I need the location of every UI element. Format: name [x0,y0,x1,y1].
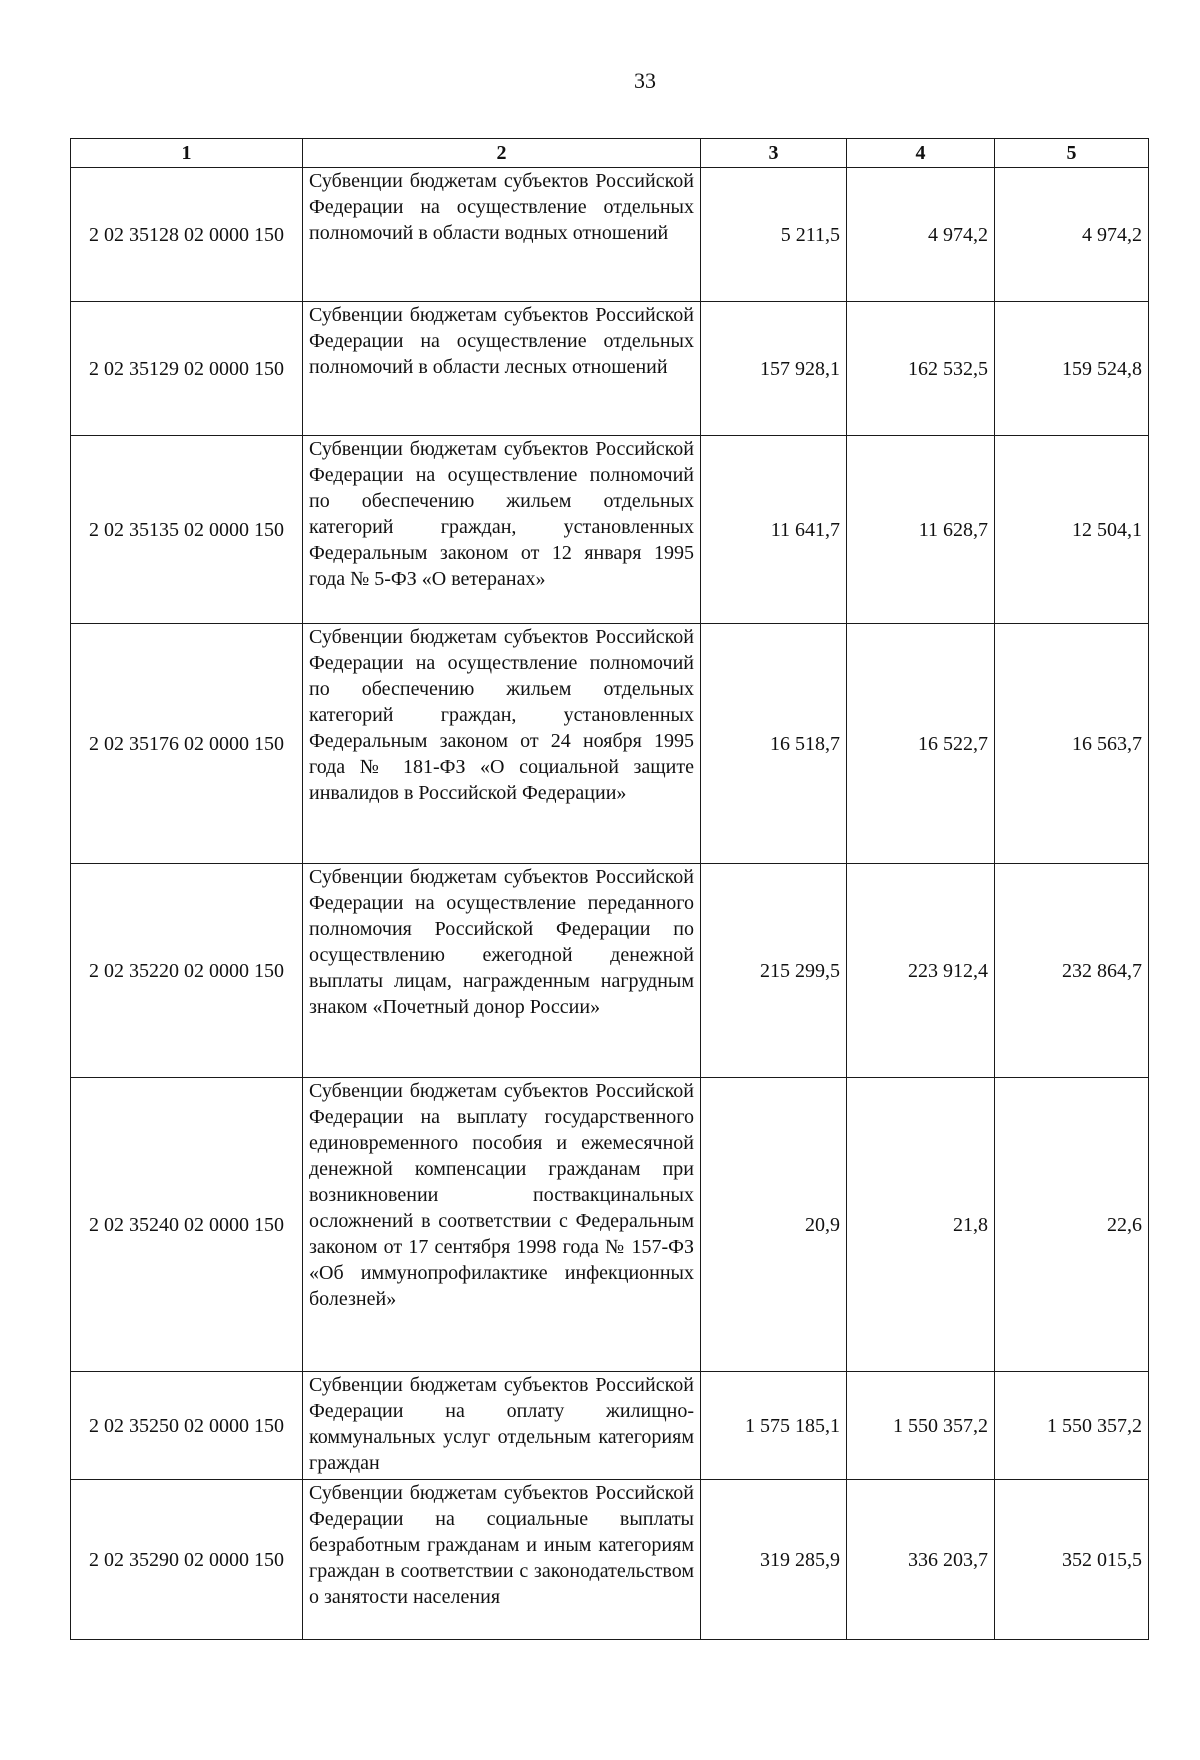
description-cell: Субвенции бюджетам субъектов Российской Федерации на оплату жилищно-коммунальных услуг отдельным категориям граждан [303,1372,701,1480]
column-header-3: 3 [701,139,847,168]
value-col3-cell: 319 285,9 [701,1480,847,1640]
value-col4-cell: 11 628,7 [847,436,995,624]
value-col5-cell: 22,6 [995,1078,1149,1372]
value-col3-cell: 157 928,1 [701,302,847,436]
description-cell: Субвенции бюджетам субъектов Российской Федерации на осуществление отдельных полномочий в области лесных отношений [303,302,701,436]
value-col3-cell: 20,9 [701,1078,847,1372]
value-col3-cell: 11 641,7 [701,436,847,624]
value-col4-cell: 16 522,7 [847,624,995,864]
budget-code-cell: 2 02 35129 02 0000 150 [71,302,303,436]
budget-code-cell: 2 02 35135 02 0000 150 [71,436,303,624]
value-col5-cell: 16 563,7 [995,624,1149,864]
value-col3-cell: 16 518,7 [701,624,847,864]
value-col5-cell: 4 974,2 [995,168,1149,302]
description-cell: Субвенции бюджетам субъектов Российской Федерации на социальные выплаты безработным гражданам и иным категориям граждан в соответствии с законодательством о занятости населения [303,1480,701,1640]
value-col5-cell: 12 504,1 [995,436,1149,624]
value-col4-cell: 223 912,4 [847,864,995,1078]
column-header-5: 5 [995,139,1149,168]
value-col5-cell: 232 864,7 [995,864,1149,1078]
value-col3-cell: 5 211,5 [701,168,847,302]
value-col4-cell: 4 974,2 [847,168,995,302]
budget-code-cell: 2 02 35240 02 0000 150 [71,1078,303,1372]
table-header-row [71,139,1149,168]
column-header-4: 4 [847,139,995,168]
value-col3-cell: 215 299,5 [701,864,847,1078]
value-col5-cell: 1 550 357,2 [995,1372,1149,1480]
value-col4-cell: 336 203,7 [847,1480,995,1640]
budget-code-cell: 2 02 35250 02 0000 150 [71,1372,303,1480]
value-col4-cell: 162 532,5 [847,302,995,436]
description-cell: Субвенции бюджетам субъектов Российской Федерации на выплату государственного единовременного пособия и ежемесячной денежной компенсации гражданам при возникновении поствакцинальных осложнений в соответствии с Федеральным законом от 17 сентября 1998 года № 157-ФЗ «Об иммунопрофилактике инфекционных болезней» [303,1078,701,1372]
table-row [71,1480,1149,1640]
budget-code-cell: 2 02 35290 02 0000 150 [71,1480,303,1640]
page-number: 33 [634,68,656,93]
table-row [71,864,1149,1078]
table-row [71,624,1149,864]
budget-code-cell: 2 02 35128 02 0000 150 [71,168,303,302]
table-row [71,168,1149,302]
table-row [71,1078,1149,1372]
value-col5-cell: 159 524,8 [995,302,1149,436]
value-col4-cell: 1 550 357,2 [847,1372,995,1480]
value-col3-cell: 1 575 185,1 [701,1372,847,1480]
column-header-1: 1 [71,139,303,168]
value-col4-cell: 21,8 [847,1078,995,1372]
budget-table [70,138,1149,1640]
table-row [71,436,1149,624]
table-row [71,302,1149,436]
description-cell: Субвенции бюджетам субъектов Российской Федерации на осуществление полномочий по обеспечению жильем отдельных категорий граждан, установленных Федеральным законом от 12 января 1995 года № 5-ФЗ «О ветеранах» [303,436,701,624]
description-cell: Субвенции бюджетам субъектов Российской Федерации на осуществление полномочий по обеспечению жильем отдельных категорий граждан, установленных Федеральным законом от 24 ноября 1995 года № 181-ФЗ «О социальной защите инвалидов в Российской Федерации» [303,624,701,864]
description-cell: Субвенции бюджетам субъектов Российской Федерации на осуществление переданного полномочия Российской Федерации по осуществлению ежегодной денежной выплаты лицам, награжденным нагрудным знаком «Почетный донор России» [303,864,701,1078]
value-col5-cell: 352 015,5 [995,1480,1149,1640]
budget-code-cell: 2 02 35220 02 0000 150 [71,864,303,1078]
description-cell: Субвенции бюджетам субъектов Российской Федерации на осуществление отдельных полномочий в области водных отношений [303,168,701,302]
column-header-2: 2 [303,139,701,168]
budget-code-cell: 2 02 35176 02 0000 150 [71,624,303,864]
table-row [71,1372,1149,1480]
